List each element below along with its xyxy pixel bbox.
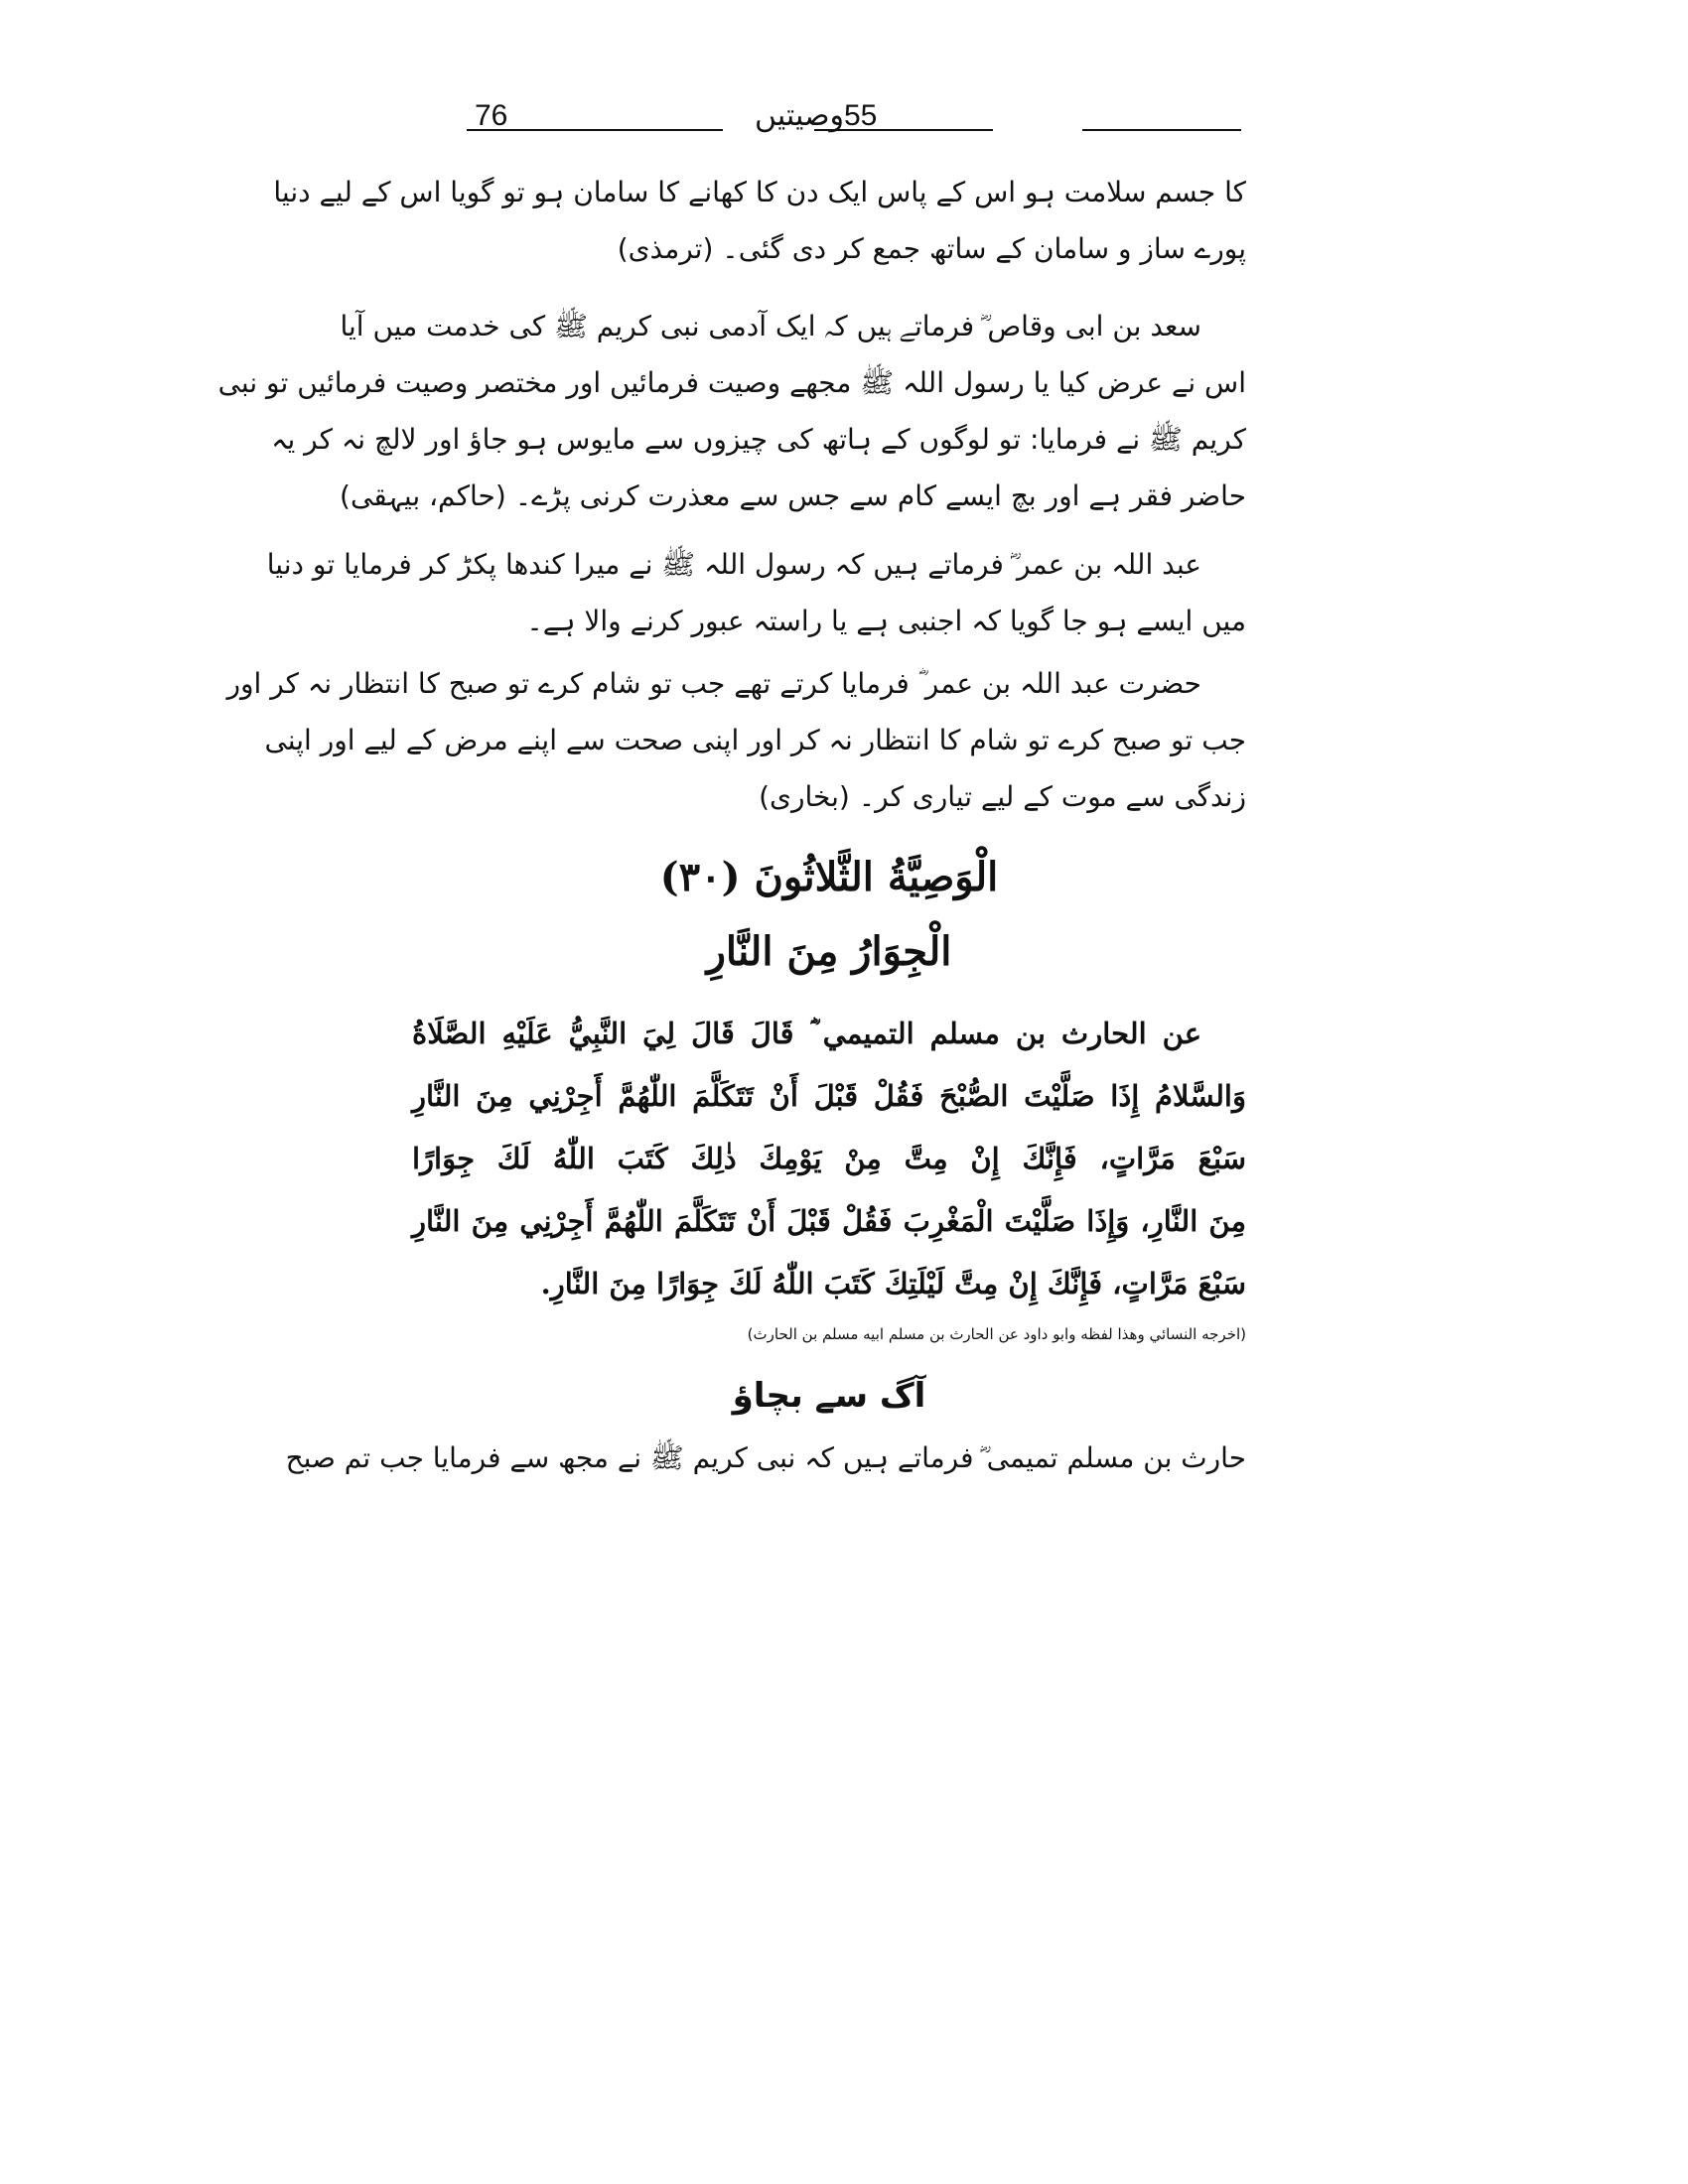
text-line: کریم ﷺ نے فرمایا: تو لوگوں کے ہاتھ کی چیزوں سے مایوس ہو جاؤ اور لالچ نہ کر یہ [271, 423, 1246, 456]
hadith-citation: (اخرجه النسائي وهذا لفظه وابو داود عن الحارث بن مسلم ابيه مسلم بن الحارث) [747, 1325, 1246, 1343]
text-line: مِنَ النَّارِ، وَإِذَا صَلَّيْتَ الْمَغْرِبَ فَقُلْ قَبْلَ أَنْ تَتَكَلَّمَ اللّٰهُمَّ أَجِرْنِي مِنَ النَّارِ [412, 1204, 1246, 1238]
text-line: پورے ساز و سامان کے ساتھ جمع کر دی گئی۔ (ترمذی) [617, 232, 1246, 265]
text-line: وَالسَّلامُ إِذَا صَلَّيْتَ الصُّبْحَ فَقُلْ قَبْلَ أَنْ تَتَكَلَّمَ اللّٰهُمَّ أَجِرْنِي مِنَ النَّارِ [412, 1079, 1246, 1113]
page-number: 76 [475, 99, 508, 132]
text-line: جب تو صبح کرے تو شام کا انتظار نہ کر اور اپنی صحت سے اپنے مرض کے لیے اور اپنی [264, 724, 1246, 756]
paragraph-2 [217, 298, 1246, 524]
text-line: سَبْعَ مَرَّاتٍ، فَإِنَّكَ إِنْ مِتَّ مِنْ يَوْمِكَ ذٰلِكَ كَتَبَ اللّٰهُ لَكَ جِوَارًا [412, 1142, 1246, 1175]
text-line: حارث بن مسلم تمیمی ؓ فرماتے ہیں کہ نبی کریم ﷺ نے مجھ سے فرمایا جب تم صبح [285, 1441, 1246, 1474]
page-header [467, 99, 1241, 139]
urdu-heading: آگ سے بچاؤ [732, 1376, 926, 1416]
section-subtitle: الْجِوَارُ مِنَ النَّارِ [706, 928, 952, 975]
text-line: زندگی سے موت کے لیے تیاری کر۔ (بخاری) [759, 780, 1246, 813]
text-line: اس نے عرض کیا یا رسول اللہ ﷺ مجھے وصیت فرمائیں اور مختصر وصیت فرمائیں تو نبی [217, 366, 1246, 399]
paragraph-5 [285, 1430, 1246, 1486]
text-line: کا جسم سلامت ہو اس کے پاس ایک دن کا کھانے کا سامان ہو تو گویا اس کے لیے دنیا [273, 176, 1246, 208]
text-line: عن الحارث بن مسلم التميمي ؓ قَالَ قَالَ لِيَ النَّبِيُّ عَلَيْهِ الصَّلَاةُ [412, 1017, 1201, 1050]
text-line: سعد بن ابی وقاص ؓ فرماتے ہیں کہ ایک آدمی نبی کریم ﷺ کی خدمت میں آیا [340, 310, 1201, 342]
header-rule [1082, 129, 1241, 131]
book-title: 55وصیتیں [755, 99, 878, 132]
paragraph-1 [273, 164, 1246, 277]
header-rule [554, 129, 723, 131]
hadith-text [412, 1003, 1246, 1315]
text-line: سَبْعَ مَرَّاتٍ، فَإِنَّكَ إِنْ مِتَّ لَيْلَتِكَ كَتَبَ اللّٰهُ لَكَ جِوَارًا مِنَ النَّارِ. [540, 1267, 1246, 1300]
text-line: عبد اللہ بن عمر ؓ فرماتے ہیں کہ رسول اللہ ﷺ نے میرا کندھا پکڑ کر فرمایا تو دنیا [266, 548, 1201, 581]
text-line: حضرت عبد اللہ بن عمر ؓ فرمایا کرتے تھے جب تو شام کرے تو صبح کا انتظار نہ کر اور [226, 667, 1201, 700]
paragraph-3 [266, 536, 1246, 649]
text-line: حاضر فقر ہے اور بچ ایسے کام سے جس سے معذرت کرنی پڑے۔ (حاکم، بیہقی) [340, 479, 1246, 512]
text-line: میں ایسے ہو جا گویا کہ اجنبی ہے یا راستہ عبور کرنے والا ہے۔ [526, 605, 1246, 637]
section-heading: الْوَصِيَّةُ الثَّلاثُونَ (٣٠) [659, 854, 999, 900]
paragraph-4 [226, 655, 1246, 825]
